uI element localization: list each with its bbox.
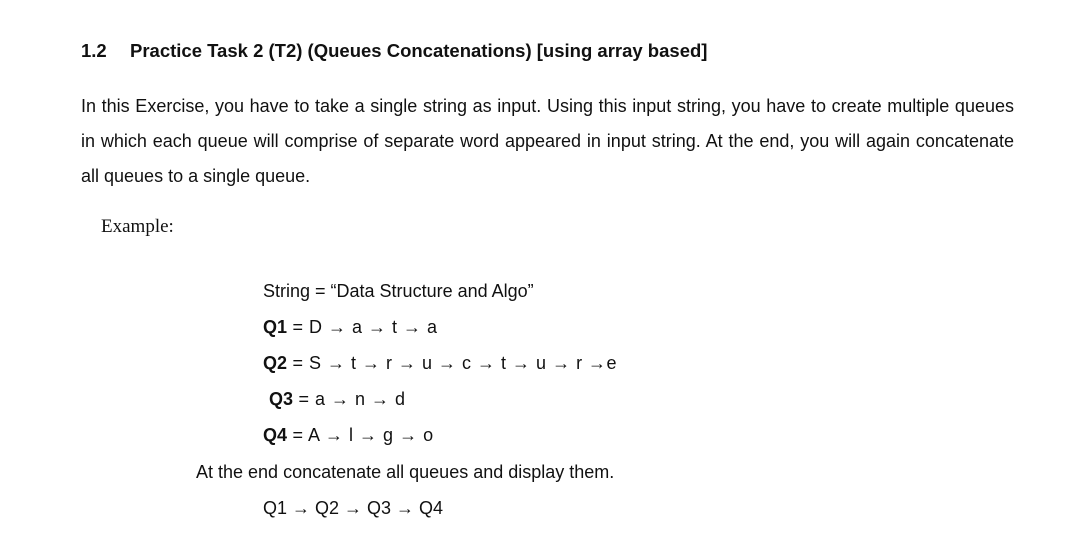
queue-sequence: = a → n → d	[293, 389, 406, 409]
intro-paragraph: In this Exercise, you have to take a single string as input. Using this input string, you have to create multiple queues in which each queue will comprise of separate word appeared in input string. At the end, you will again concatenate all queues to a single queue.	[81, 96, 1014, 186]
queue-name: Q1	[263, 317, 288, 337]
section-number: 1.2	[81, 40, 107, 61]
section-title: Practice Task 2 (T2) (Queues Concatenations) [using array based]	[130, 40, 708, 61]
input-string-line: String = “Data Structure and Algo”	[263, 281, 534, 301]
queue-sequence: = D → a → t → a	[287, 317, 438, 337]
queue-line-q3	[269, 389, 406, 410]
concat-note: At the end concatenate all queues and display them.	[196, 462, 615, 482]
queue-sequence: = S → t → r → u → c → t → u → r →e	[287, 353, 618, 373]
queue-line-q4	[263, 425, 434, 446]
concat-result: Q1 → Q2 → Q3 → Q4	[263, 498, 444, 518]
queue-name: Q3	[269, 389, 294, 409]
queue-name: Q2	[263, 353, 288, 373]
example-label: Example:	[101, 216, 174, 237]
queue-sequence: = A → l → g → o	[287, 425, 434, 445]
queue-line-q1	[263, 317, 438, 338]
queue-name: Q4	[263, 425, 288, 445]
queue-line-q2	[263, 353, 617, 374]
section-heading	[81, 40, 707, 62]
